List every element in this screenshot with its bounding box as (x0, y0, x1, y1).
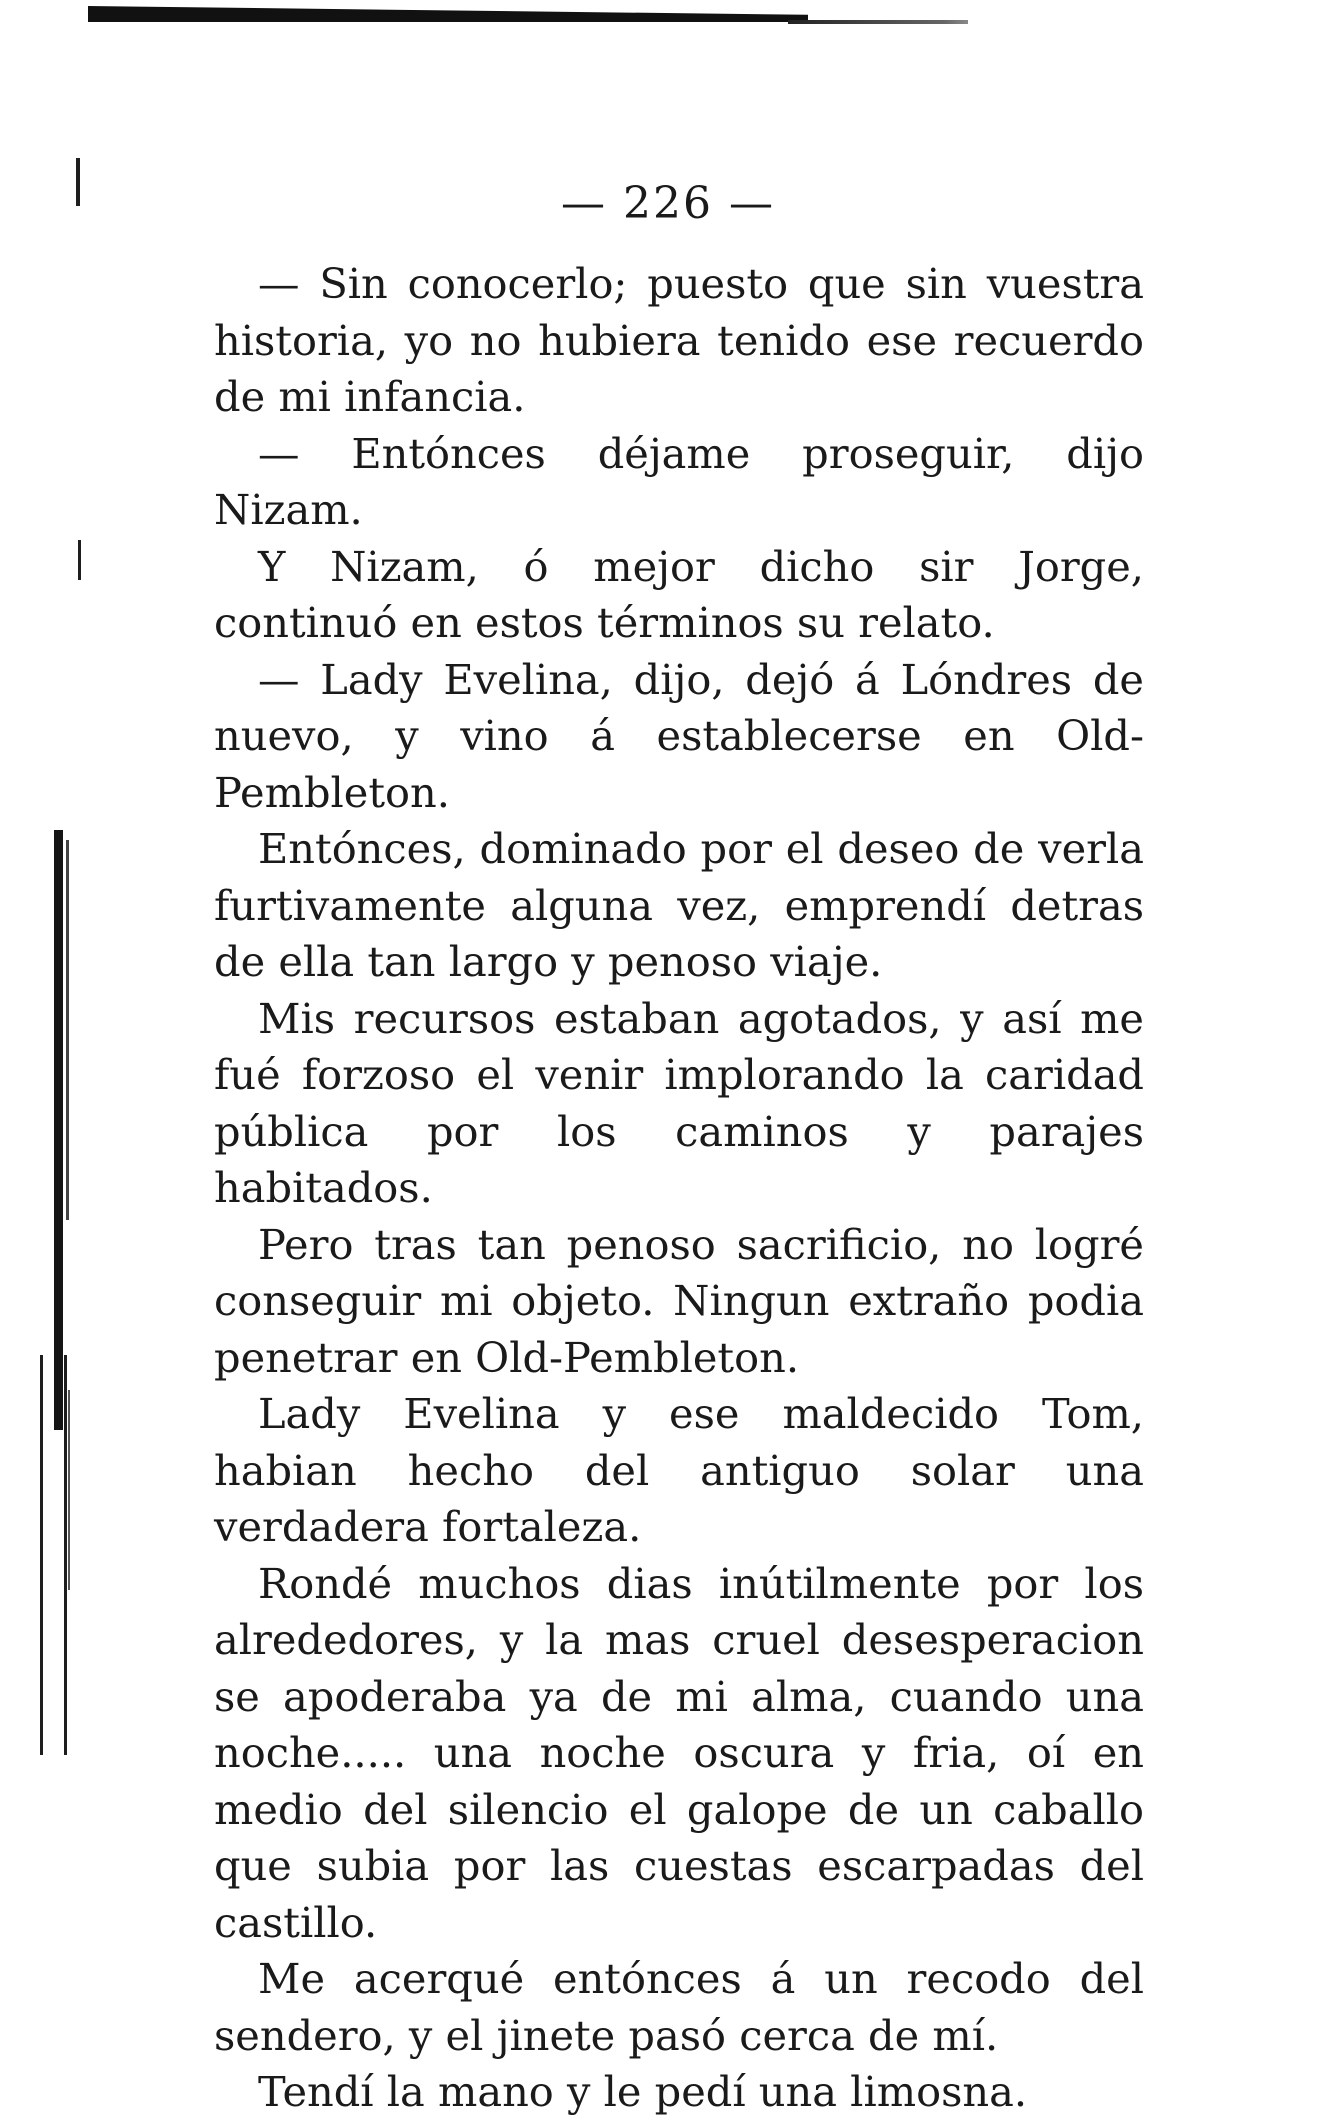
binding-edge-marks (20, 140, 80, 1680)
paragraph: Me acerqué entónces á un recodo del sendero, y el jinete pasó cerca de mí. (214, 1954, 1144, 2060)
rule-bar-tail (788, 20, 968, 24)
paragraph: Pero tras tan penoso sacrificio, no logré conseguir mi objeto. Ningun extraño podia penetrar en Old-Pembleton. (214, 1219, 1144, 1382)
rule-bar (88, 6, 808, 22)
paragraph: — Entónces déjame proseguir, dijo Nizam. (214, 428, 1144, 534)
binding-mark (40, 1355, 43, 1755)
binding-mark (66, 840, 69, 1220)
paragraph: Tendí la mano y le pedí una limosna. (258, 2067, 1028, 2116)
paragraph: Rondé muchos dias inútilmente por los alrededores, y la mas cruel desesperacion se apoderaba ya de mi alma, cuando una noche..... una noche oscura y fria, oí en medio del silencio el galope de un caballo que subia por las cuestas escarpadas del castillo. (214, 1558, 1144, 1947)
paragraph: — Lady Evelina, dijo, dejó á Lóndres de nuevo, y vino á establecerse en Old-Pembleton. (214, 654, 1144, 817)
binding-mark (54, 830, 63, 1430)
paragraph: Lady Evelina y ese maldecido Tom, habian hecho del antiguo solar una verdadera fortaleza. (214, 1389, 1144, 1551)
paragraph: Entónces, dominado por el deseo de verla furtivamente alguna vez, emprendí detras de ella tan largo y penoso viaje. (214, 824, 1144, 986)
paragraph: — Sin conocerlo; puesto que sin vuestra historia, yo no hubiera tenido ese recuerdo de mi infancia. (214, 259, 1144, 421)
page-number: — 226 — (561, 178, 775, 229)
binding-mark (68, 1390, 70, 1590)
binding-mark (78, 540, 81, 580)
top-printed-rule (88, 0, 968, 26)
binding-mark (64, 1355, 67, 1755)
paragraph: Y Nizam, ó mejor dicho sir Jorge, continuó en estos términos su relato. (214, 541, 1144, 647)
paragraph: Mis recursos estaban agotados, y así me fué forzoso el venir implorando la caridad pública por los caminos y parajes habitados. (214, 993, 1144, 1212)
page-body-text (214, 256, 1144, 2121)
